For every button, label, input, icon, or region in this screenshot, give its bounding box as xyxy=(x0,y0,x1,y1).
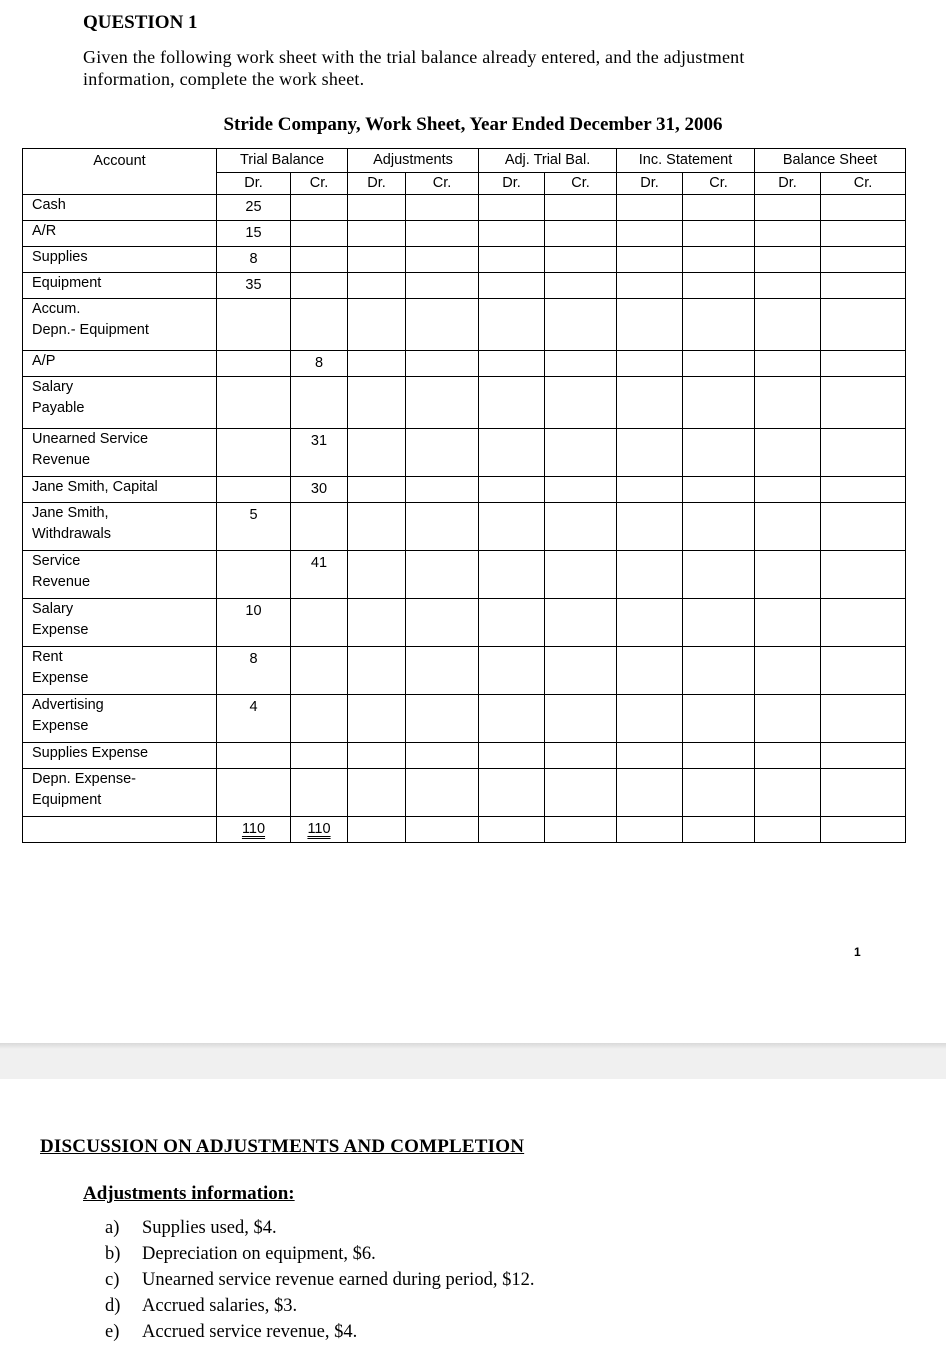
trial-balance-dr-cell: 35 xyxy=(217,273,291,299)
trial-balance-cr-cell xyxy=(291,743,348,769)
trial-balance-dr-cell xyxy=(217,377,291,429)
account-name-line: Depn.- Equipment xyxy=(32,322,149,338)
empty-cell[interactable] xyxy=(479,477,545,503)
empty-cell[interactable] xyxy=(755,351,821,377)
empty-cell[interactable] xyxy=(348,743,406,769)
empty-cell[interactable] xyxy=(479,551,545,599)
trial-balance-dr-cell xyxy=(217,743,291,769)
empty-cell[interactable] xyxy=(545,221,617,247)
table-row xyxy=(23,551,906,599)
empty-cell[interactable] xyxy=(755,299,821,351)
empty-cell[interactable] xyxy=(755,273,821,299)
adjustment-item xyxy=(105,1215,534,1241)
trial-balance-cr-cell xyxy=(291,377,348,429)
table-row xyxy=(23,195,906,221)
trial-balance-cr-cell: 30 xyxy=(291,477,348,503)
account-name-cell xyxy=(23,273,217,299)
group-header-adjustments: Adjustments xyxy=(348,149,479,173)
cr-subheader: Cr. xyxy=(406,173,479,195)
empty-cell[interactable] xyxy=(406,429,479,477)
account-name-cell xyxy=(23,195,217,221)
adjustment-marker: e) xyxy=(105,1322,120,1342)
empty-cell[interactable] xyxy=(617,647,683,695)
empty-cell[interactable] xyxy=(821,299,906,351)
empty-cell[interactable] xyxy=(545,477,617,503)
empty-cell[interactable] xyxy=(755,599,821,647)
empty-cell[interactable] xyxy=(821,769,906,817)
empty-cell[interactable] xyxy=(406,273,479,299)
account-name-line: Cash xyxy=(32,197,66,213)
empty-cell[interactable] xyxy=(683,769,755,817)
empty-cell[interactable] xyxy=(406,195,479,221)
empty-cell[interactable] xyxy=(821,273,906,299)
trial-balance-dr-cell xyxy=(217,477,291,503)
empty-cell[interactable] xyxy=(479,769,545,817)
empty-cell[interactable] xyxy=(617,743,683,769)
empty-cell[interactable] xyxy=(348,695,406,743)
empty-cell[interactable] xyxy=(406,299,479,351)
trial-balance-dr-cell: 8 xyxy=(217,247,291,273)
account-name-line: Equipment xyxy=(32,275,102,291)
account-name-line: Unearned Service xyxy=(32,431,149,447)
trial-balance-cr-cell: 31 xyxy=(291,429,348,477)
account-name-line: Accum. xyxy=(32,301,81,317)
dr-subheader: Dr. xyxy=(348,173,406,195)
adjustment-item xyxy=(105,1293,534,1319)
empty-cell[interactable] xyxy=(479,695,545,743)
account-name-line: A/R xyxy=(32,223,57,239)
trial-balance-total-cell xyxy=(217,817,291,843)
account-name-line: Revenue xyxy=(32,574,91,590)
empty-cell[interactable] xyxy=(617,429,683,477)
empty-cell[interactable] xyxy=(479,599,545,647)
empty-cell[interactable] xyxy=(683,743,755,769)
account-name-line: Supplies Expense xyxy=(32,745,149,761)
empty-cell[interactable] xyxy=(617,195,683,221)
empty-cell[interactable] xyxy=(821,695,906,743)
totals-label-cell xyxy=(23,817,217,843)
empty-cell[interactable] xyxy=(683,221,755,247)
discussion-title: DISCUSSION ON ADJUSTMENTS AND COMPLETION xyxy=(40,1136,525,1157)
cr-subheader: Cr. xyxy=(683,173,755,195)
group-header-trial-balance: Trial Balance xyxy=(217,149,348,173)
empty-cell[interactable] xyxy=(348,647,406,695)
empty-cell[interactable] xyxy=(406,477,479,503)
account-name-cell xyxy=(23,247,217,273)
empty-cell[interactable] xyxy=(545,247,617,273)
cr-subheader: Cr. xyxy=(291,173,348,195)
empty-cell[interactable] xyxy=(821,221,906,247)
adjustment-marker: c) xyxy=(105,1270,120,1290)
empty-cell[interactable] xyxy=(545,429,617,477)
empty-cell[interactable] xyxy=(821,195,906,221)
empty-cell[interactable] xyxy=(755,377,821,429)
empty-cell[interactable] xyxy=(406,377,479,429)
empty-cell[interactable] xyxy=(348,817,406,843)
table-row xyxy=(23,221,906,247)
empty-cell[interactable] xyxy=(683,695,755,743)
dr-subheader: Dr. xyxy=(755,173,821,195)
trial-balance-dr-cell xyxy=(217,551,291,599)
empty-cell[interactable] xyxy=(545,695,617,743)
adjustment-text: Depreciation on equipment, $6. xyxy=(142,1244,376,1264)
empty-cell[interactable] xyxy=(348,221,406,247)
empty-cell[interactable] xyxy=(545,377,617,429)
adjustment-item xyxy=(105,1267,534,1293)
intro-line: Given the following work sheet with the trial balance already entered, and the adjustment xyxy=(83,47,745,67)
empty-cell[interactable] xyxy=(479,351,545,377)
group-header-balance-sheet: Balance Sheet xyxy=(755,149,906,173)
empty-cell[interactable] xyxy=(755,817,821,843)
empty-cell[interactable] xyxy=(479,273,545,299)
empty-cell[interactable] xyxy=(545,599,617,647)
table-row xyxy=(23,647,906,695)
adjustment-item xyxy=(105,1241,534,1267)
empty-cell[interactable] xyxy=(545,647,617,695)
empty-cell[interactable] xyxy=(545,195,617,221)
empty-cell[interactable] xyxy=(821,599,906,647)
adjustment-marker: a) xyxy=(105,1218,120,1238)
empty-cell[interactable] xyxy=(479,195,545,221)
trial-balance-cr-cell xyxy=(291,769,348,817)
account-name-cell xyxy=(23,351,217,377)
empty-cell[interactable] xyxy=(821,377,906,429)
adjustment-text: Unearned service revenue earned during period, $12. xyxy=(142,1270,535,1290)
table-row xyxy=(23,503,906,551)
empty-cell[interactable] xyxy=(406,551,479,599)
account-name-cell xyxy=(23,551,217,599)
trial-balance-dr-cell: 10 xyxy=(217,599,291,647)
empty-cell[interactable] xyxy=(545,769,617,817)
cr-subheader: Cr. xyxy=(545,173,617,195)
empty-cell[interactable] xyxy=(755,195,821,221)
trial-balance-cr-cell xyxy=(291,195,348,221)
empty-cell[interactable] xyxy=(545,503,617,551)
dr-subheader: Dr. xyxy=(479,173,545,195)
account-name-line: Jane Smith, Capital xyxy=(32,479,158,495)
empty-cell[interactable] xyxy=(755,477,821,503)
empty-cell[interactable] xyxy=(348,429,406,477)
empty-cell[interactable] xyxy=(617,221,683,247)
empty-cell[interactable] xyxy=(683,299,755,351)
empty-cell[interactable] xyxy=(479,377,545,429)
account-name-line: Jane Smith, xyxy=(32,505,109,521)
empty-cell[interactable] xyxy=(406,247,479,273)
account-name-cell xyxy=(23,599,217,647)
account-name-cell xyxy=(23,503,217,551)
intro-line: information, complete the work sheet. xyxy=(83,69,365,89)
empty-cell[interactable] xyxy=(683,195,755,221)
empty-cell[interactable] xyxy=(617,273,683,299)
page-number: 1 xyxy=(854,945,861,959)
trial-balance-dr-cell: 25 xyxy=(217,195,291,221)
trial-balance-total-cr: 110 xyxy=(307,821,331,837)
empty-cell[interactable] xyxy=(617,477,683,503)
empty-cell[interactable] xyxy=(348,769,406,817)
empty-cell[interactable] xyxy=(348,299,406,351)
empty-cell[interactable] xyxy=(683,477,755,503)
adjustment-marker: b) xyxy=(105,1244,121,1264)
adjustment-marker: d) xyxy=(105,1296,121,1316)
empty-cell[interactable] xyxy=(821,477,906,503)
question-intro xyxy=(83,46,883,90)
empty-cell[interactable] xyxy=(545,743,617,769)
empty-cell[interactable] xyxy=(406,743,479,769)
empty-cell[interactable] xyxy=(821,247,906,273)
empty-cell[interactable] xyxy=(821,743,906,769)
trial-balance-dr-cell: 5 xyxy=(217,503,291,551)
empty-cell[interactable] xyxy=(683,551,755,599)
totals-row xyxy=(23,817,906,843)
trial-balance-cr-cell xyxy=(291,503,348,551)
account-name-line: Supplies xyxy=(32,249,88,265)
empty-cell[interactable] xyxy=(683,247,755,273)
account-name-line: Payable xyxy=(32,400,85,416)
trial-balance-cr-cell xyxy=(291,221,348,247)
trial-balance-total-cell xyxy=(291,817,348,843)
trial-balance-dr-cell: 8 xyxy=(217,647,291,695)
empty-cell[interactable] xyxy=(406,695,479,743)
empty-cell[interactable] xyxy=(348,599,406,647)
account-name-line: Advertising xyxy=(32,697,104,713)
empty-cell[interactable] xyxy=(348,477,406,503)
account-name-line: A/P xyxy=(32,353,56,369)
empty-cell[interactable] xyxy=(821,351,906,377)
trial-balance-dr-cell: 4 xyxy=(217,695,291,743)
table-row xyxy=(23,743,906,769)
empty-cell[interactable] xyxy=(617,551,683,599)
adjustment-text: Accrued salaries, $3. xyxy=(142,1296,298,1316)
trial-balance-dr-cell xyxy=(217,351,291,377)
empty-cell[interactable] xyxy=(406,599,479,647)
empty-cell[interactable] xyxy=(755,743,821,769)
empty-cell[interactable] xyxy=(755,551,821,599)
table-row xyxy=(23,599,906,647)
empty-cell[interactable] xyxy=(479,503,545,551)
account-header: Account xyxy=(23,149,217,195)
trial-balance-dr-cell xyxy=(217,299,291,351)
empty-cell[interactable] xyxy=(683,429,755,477)
account-name-cell xyxy=(23,743,217,769)
empty-cell[interactable] xyxy=(683,599,755,647)
worksheet-table xyxy=(22,148,906,843)
empty-cell[interactable] xyxy=(617,695,683,743)
empty-cell[interactable] xyxy=(479,817,545,843)
empty-cell[interactable] xyxy=(479,743,545,769)
adjustment-text: Supplies used, $4. xyxy=(142,1218,277,1238)
empty-cell[interactable] xyxy=(545,299,617,351)
table-row xyxy=(23,477,906,503)
empty-cell[interactable] xyxy=(683,503,755,551)
empty-cell[interactable] xyxy=(617,503,683,551)
group-header-inc-statement: Inc. Statement xyxy=(617,149,755,173)
empty-cell[interactable] xyxy=(545,551,617,599)
empty-cell[interactable] xyxy=(406,769,479,817)
trial-balance-cr-cell xyxy=(291,647,348,695)
trial-balance-cr-cell xyxy=(291,273,348,299)
adjustment-text: Accrued service revenue, $4. xyxy=(142,1322,358,1342)
trial-balance-dr-cell: 15 xyxy=(217,221,291,247)
page-2 xyxy=(0,1079,946,1366)
empty-cell[interactable] xyxy=(348,247,406,273)
empty-cell[interactable] xyxy=(683,377,755,429)
table-row xyxy=(23,299,906,351)
empty-cell[interactable] xyxy=(545,273,617,299)
empty-cell[interactable] xyxy=(348,551,406,599)
account-name-line: Salary xyxy=(32,379,74,395)
empty-cell[interactable] xyxy=(406,503,479,551)
empty-cell[interactable] xyxy=(617,351,683,377)
empty-cell[interactable] xyxy=(348,273,406,299)
empty-cell[interactable] xyxy=(683,273,755,299)
empty-cell[interactable] xyxy=(479,647,545,695)
table-row xyxy=(23,695,906,743)
empty-cell[interactable] xyxy=(617,599,683,647)
account-name-line: Salary xyxy=(32,601,74,617)
cr-subheader: Cr. xyxy=(821,173,906,195)
page-gap xyxy=(0,1043,946,1079)
empty-cell[interactable] xyxy=(821,551,906,599)
empty-cell[interactable] xyxy=(821,503,906,551)
account-name-line: Revenue xyxy=(32,452,91,468)
account-name-line: Expense xyxy=(32,670,89,686)
empty-cell[interactable] xyxy=(545,351,617,377)
question-title: QUESTION 1 xyxy=(83,12,198,33)
adjustments-list xyxy=(105,1215,534,1345)
table-row xyxy=(23,351,906,377)
account-name-line: Depn. Expense- xyxy=(32,771,136,787)
table-row xyxy=(23,429,906,477)
empty-cell[interactable] xyxy=(755,647,821,695)
empty-cell[interactable] xyxy=(348,351,406,377)
group-header-adj-trial-bal: Adj. Trial Bal. xyxy=(479,149,617,173)
account-name-cell xyxy=(23,769,217,817)
account-name-line: Service xyxy=(32,553,81,569)
account-name-cell xyxy=(23,695,217,743)
trial-balance-total-dr: 110 xyxy=(241,821,266,837)
empty-cell[interactable] xyxy=(479,429,545,477)
dr-subheader: Dr. xyxy=(617,173,683,195)
empty-cell[interactable] xyxy=(755,695,821,743)
account-name-cell xyxy=(23,429,217,477)
empty-cell[interactable] xyxy=(617,247,683,273)
table-row xyxy=(23,377,906,429)
empty-cell[interactable] xyxy=(617,817,683,843)
empty-cell[interactable] xyxy=(755,503,821,551)
empty-cell[interactable] xyxy=(821,647,906,695)
table-row xyxy=(23,247,906,273)
adjustment-item xyxy=(105,1319,534,1345)
empty-cell[interactable] xyxy=(617,769,683,817)
trial-balance-cr-cell xyxy=(291,299,348,351)
empty-cell[interactable] xyxy=(755,769,821,817)
adjustments-heading: Adjustments information: xyxy=(83,1183,295,1204)
trial-balance-dr-cell xyxy=(217,769,291,817)
account-name-line: Expense xyxy=(32,718,89,734)
account-name-cell xyxy=(23,299,217,351)
account-name-line: Equipment xyxy=(32,792,102,808)
empty-cell[interactable] xyxy=(406,351,479,377)
empty-cell[interactable] xyxy=(479,247,545,273)
empty-cell[interactable] xyxy=(617,299,683,351)
table-row xyxy=(23,273,906,299)
table-row xyxy=(23,769,906,817)
empty-cell[interactable] xyxy=(545,817,617,843)
trial-balance-cr-cell xyxy=(291,247,348,273)
empty-cell[interactable] xyxy=(406,817,479,843)
account-name-line: Rent xyxy=(32,649,63,665)
empty-cell[interactable] xyxy=(821,817,906,843)
account-name-cell xyxy=(23,647,217,695)
empty-cell[interactable] xyxy=(406,221,479,247)
empty-cell[interactable] xyxy=(479,299,545,351)
dr-subheader: Dr. xyxy=(217,173,291,195)
trial-balance-cr-cell xyxy=(291,695,348,743)
account-name-cell xyxy=(23,221,217,247)
trial-balance-dr-cell xyxy=(217,429,291,477)
empty-cell[interactable] xyxy=(683,351,755,377)
empty-cell[interactable] xyxy=(755,247,821,273)
empty-cell[interactable] xyxy=(348,503,406,551)
empty-cell[interactable] xyxy=(683,647,755,695)
empty-cell[interactable] xyxy=(683,817,755,843)
trial-balance-cr-cell xyxy=(291,599,348,647)
trial-balance-cr-cell: 8 xyxy=(291,351,348,377)
empty-cell[interactable] xyxy=(406,647,479,695)
trial-balance-cr-cell: 41 xyxy=(291,551,348,599)
empty-cell[interactable] xyxy=(348,377,406,429)
account-name-line: Expense xyxy=(32,622,89,638)
empty-cell[interactable] xyxy=(479,221,545,247)
empty-cell[interactable] xyxy=(348,195,406,221)
account-name-line: Withdrawals xyxy=(32,526,111,542)
worksheet-title: Stride Company, Work Sheet, Year Ended December 31, 2006 xyxy=(223,114,723,135)
account-name-cell xyxy=(23,477,217,503)
empty-cell[interactable] xyxy=(617,377,683,429)
empty-cell[interactable] xyxy=(755,221,821,247)
empty-cell[interactable] xyxy=(821,429,906,477)
empty-cell[interactable] xyxy=(755,429,821,477)
account-name-cell xyxy=(23,377,217,429)
